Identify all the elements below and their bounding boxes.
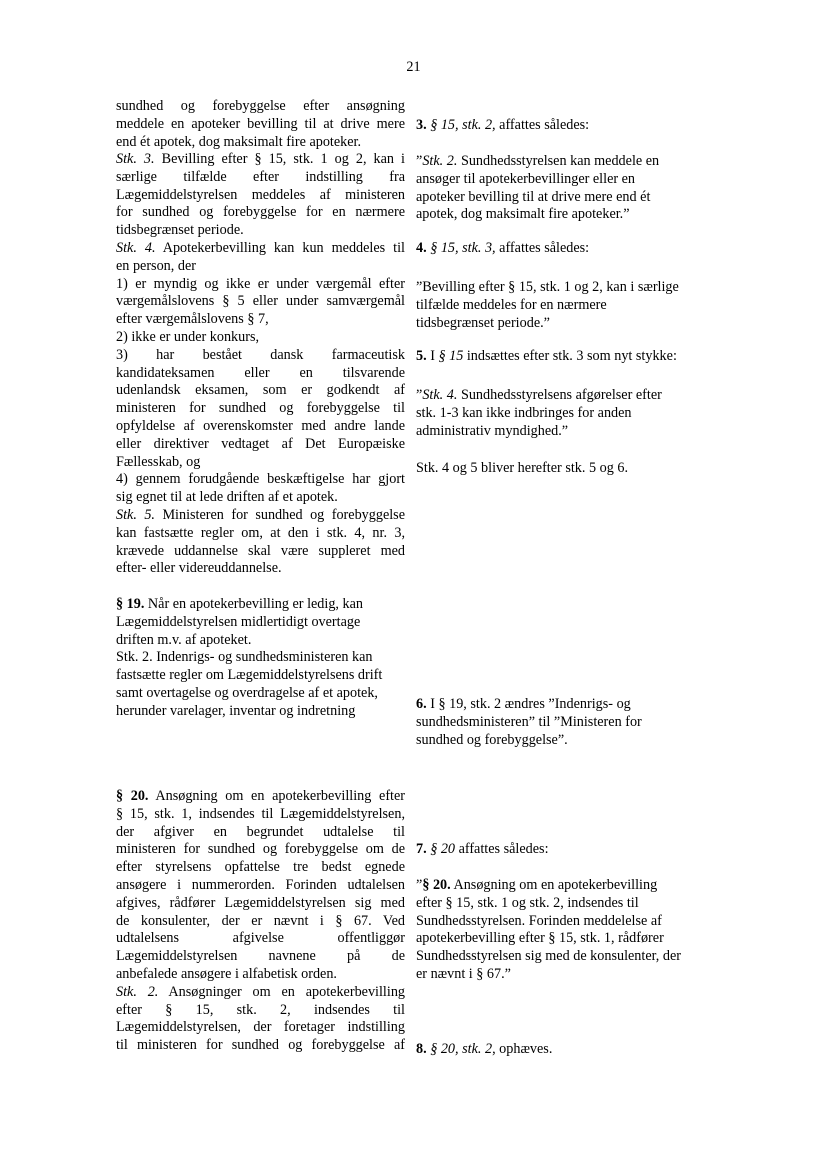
section-label: § 20. <box>116 788 149 804</box>
text-line: for sundhed og forebyggelse for en nærmere <box>116 204 405 221</box>
text-line: § 19. Når en apotekerbevilling er ledig, kan <box>116 596 364 612</box>
text-line: ”Bevilling efter § 15, stk. 1 og 2, kan i særlige <box>416 279 679 295</box>
right-item-4-quote <box>416 279 712 332</box>
text-line: § 20. Ansøgning om en apotekerbevilling efter <box>116 788 406 804</box>
text-line: ministeren for sundhed og forebyggelse til <box>116 400 405 417</box>
text-line: 4. § 15, stk. 3, affattes således: <box>416 240 590 256</box>
item-number: 6. <box>416 696 427 712</box>
text-line: efter § 15, stk. 1 og stk. 2, indsendes til <box>416 894 639 911</box>
text-line: værgemålslovens § 5 eller under samværgemål <box>116 293 405 310</box>
stk-label: Stk. 2. <box>116 983 159 1000</box>
text-line: Sundhedsstyrelsen sig med de konsulenter, der <box>416 948 682 965</box>
left-section-20 <box>116 788 405 1055</box>
text-line: sundhed og forebyggelse efter ansøgning <box>116 98 405 114</box>
section-label: § 19. <box>116 596 145 612</box>
text-line: end ét apotek, dog maksimalt fire apoteker. <box>116 133 362 150</box>
text-line: til ministeren for sundhed og forebyggelse af <box>116 1037 405 1054</box>
left-stk3 <box>116 151 405 240</box>
text-line: 4) gennem forudgående beskæftigelse har gjort <box>116 471 405 488</box>
text-line: afgives, rådfører Lægemiddelstyrelsen sig med <box>116 894 405 911</box>
text-line: ansøgere i nummerorden. Forinden udtalelsen <box>116 876 405 893</box>
text-line: eller direktiver vedtaget af Det Europæiske <box>116 435 405 452</box>
text-line: stk. 1-3 kan ikke indbringes for anden <box>416 404 632 421</box>
text-line: kandidateksamen eller en tilsvarende <box>116 364 405 381</box>
text-line: Stk. 2. Indenrigs- og sundhedsministeren kan <box>116 649 373 666</box>
text-line: efter værgemålslovens § 7, <box>116 311 269 328</box>
text-line: efter styrelsens opfattelse tre bedst egnede <box>116 859 405 876</box>
law-reference: § 15 <box>438 348 464 364</box>
text-line: en person, der <box>116 257 196 274</box>
text-line: fastsætte regler om Lægemiddelstyrelsens drift <box>116 667 383 684</box>
right-item-3 <box>416 117 712 135</box>
stk-label: Stk. 5. <box>116 507 155 523</box>
text-line: opfyldelse af overenskomster med andre lande <box>116 417 405 434</box>
law-reference: § 20, stk. 2 <box>430 1041 493 1057</box>
text-line: § 15, stk. 1, indsendes til Lægemiddelstyrelsen, <box>116 805 405 822</box>
page-number: 21 <box>406 59 421 75</box>
text-line: Stk. 2. Ansøgninger om en apotekerbevilling <box>116 983 406 1000</box>
item-number: 4. <box>416 240 427 256</box>
text-line: herunder varelager, inventar og indretning <box>116 702 356 719</box>
text-line: 3) har bestået dansk farmaceutisk <box>116 346 405 363</box>
text-line: der afgiver en begrundet udtalelse til <box>116 823 405 840</box>
left-stk4 <box>116 240 405 507</box>
text-line: Lægemiddelstyrelsen, der foretager indstilling <box>116 1019 405 1036</box>
text-line: kan fastsætte regler om, at den i stk. 4, nr. 3, <box>116 524 405 541</box>
item-number: 3. <box>416 117 427 133</box>
text-line: 5. I § 15 indsættes efter stk. 3 som nyt stykke: <box>416 348 677 364</box>
text-line: krævede uddannelse skal være suppleret med <box>116 542 405 559</box>
right-item-3-quote <box>416 153 712 224</box>
text-line: ”§ 20. Ansøgning om en apotekerbevilling <box>416 877 658 893</box>
law-reference: § 20 <box>430 841 456 857</box>
right-item-7-quote <box>416 877 712 984</box>
text-line: sundhedsministeren” til ”Ministeren for <box>416 713 642 730</box>
text-line: tidsbegrænset periode.” <box>416 314 550 331</box>
text-line: Lægemiddelstyrelsen meddeles af ministeren <box>116 186 405 203</box>
text-line: 6. I § 19, stk. 2 ændres ”Indenrigs- og <box>416 696 631 712</box>
text-line: 8. § 20, stk. 2, ophæves. <box>416 1041 553 1057</box>
text-line: apotekerbevilling efter § 15, stk. 1, rådfører <box>416 930 664 947</box>
text-line: ”Stk. 4. Sundhedsstyrelsens afgørelser efter <box>416 387 662 403</box>
text-line: Stk. 5. Ministeren for sundhed og forebyggelse <box>116 507 405 523</box>
left-paragraph-intro <box>116 98 405 151</box>
text-line: tidsbegrænset periode. <box>116 222 244 239</box>
text-line: sundhed og forebyggelse”. <box>416 731 568 748</box>
text-line: efter § 15, stk. 2, indsendes til <box>116 1001 405 1018</box>
text-line: udenlandsk eksamen, som er godkendt af <box>116 382 405 399</box>
text-line: de konsulenter, der er nævnt i § 67. Ved <box>116 912 405 929</box>
text-line: ansøger til apotekerbevillinger eller en <box>416 170 636 187</box>
text-line: tilfælde meddeles for en nærmere <box>416 296 607 313</box>
text-line: Lægemiddelstyrelsen midlertidigt overtage <box>116 613 361 630</box>
section-label: § 20. <box>422 877 451 893</box>
law-reference: § 15, stk. 2, <box>430 117 496 133</box>
text-line: 2) ikke er under konkurs, <box>116 328 260 345</box>
stk-label: Stk. 4. <box>422 387 458 403</box>
text-line: Fællesskab, og <box>116 453 201 470</box>
right-item-4 <box>416 240 712 258</box>
text-line: ministeren for sundhed og forebyggelse om de <box>116 841 405 858</box>
text-line: Lægemiddelstyrelsen navnene på de <box>116 948 405 965</box>
text-line: ”Stk. 2. Sundhedsstyrelsen kan meddele en <box>416 153 660 169</box>
text-line: er nævnt i § 67.” <box>416 965 511 982</box>
text-line: Stk. 3. Bevilling efter § 15, stk. 1 og 2, kan i <box>116 151 406 167</box>
right-item-5 <box>416 348 712 366</box>
text-line: særlige tilfælde efter indstilling fra <box>116 168 405 185</box>
text-line: 7. § 20 affattes således: <box>416 841 549 857</box>
item-number: 7. <box>416 841 427 857</box>
text-line: apoteker bevilling til at drive mere end ét <box>416 188 651 205</box>
text-line: efter- eller videreuddannelse. <box>116 560 282 577</box>
item-number: 5. <box>416 348 427 364</box>
text-line: anbefalede ansøgere i alfabetisk orden. <box>116 965 337 982</box>
item-number: 8. <box>416 1041 427 1057</box>
text-line: sig egnet til at lede driften af et apotek. <box>116 489 338 506</box>
law-reference: § 15, stk. 3, <box>430 240 496 256</box>
text-line: driften m.v. af apoteket. <box>116 631 252 648</box>
text-line: Sundhedsstyrelsen. Forinden meddelelse af <box>416 912 662 929</box>
text-line: Stk. 4. Apotekerbevilling kan kun meddeles til <box>116 240 405 256</box>
text-line: meddele en apoteker bevilling til at drive mere <box>116 115 405 132</box>
text-line: udtalelsens afgivelse offentliggør <box>116 930 405 947</box>
right-item-5-note <box>416 460 712 478</box>
right-item-8 <box>416 1041 712 1059</box>
right-item-7 <box>416 841 712 859</box>
text-line: 3. § 15, stk. 2, affattes således: <box>416 117 590 133</box>
stk-label: Stk. 3. <box>116 151 155 167</box>
text-line: Stk. 4 og 5 bliver herefter stk. 5 og 6. <box>416 460 628 476</box>
text-line: 1) er myndig og ikke er under værgemål efter <box>116 275 405 292</box>
right-item-6 <box>416 696 712 749</box>
stk-label: Stk. 2. <box>422 153 458 169</box>
text-line: administrativ myndighed.” <box>416 422 569 439</box>
text-line: samt overtagelse og overdragelse af et apotek, <box>116 684 378 701</box>
right-item-5-quote <box>416 387 712 440</box>
stk-label: Stk. 4. <box>116 240 156 256</box>
text-line: apotek, dog maksimalt fire apoteker.” <box>416 206 630 223</box>
left-stk5 <box>116 507 405 578</box>
left-section-19 <box>116 596 405 721</box>
